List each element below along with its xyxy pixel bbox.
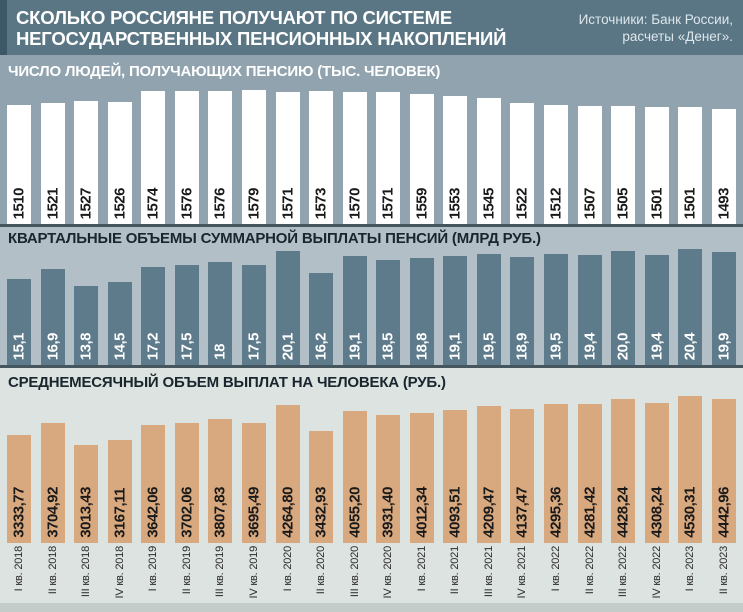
chart-quarterly-payout	[0, 249, 743, 365]
section-people-count	[0, 55, 743, 224]
bar-value-label: 4264,80	[279, 487, 296, 538]
bar	[41, 423, 65, 543]
x-axis-labels	[0, 543, 743, 603]
bar	[276, 92, 300, 224]
bar	[276, 405, 300, 543]
bar	[510, 257, 534, 365]
bar	[544, 404, 568, 543]
bar-value-label: 4530,31	[681, 487, 699, 538]
bar-value-label: 3704,92	[44, 487, 62, 538]
title-accent-bar	[0, 0, 7, 55]
x-axis-cell	[7, 543, 31, 603]
bar-value-label: 19,1	[346, 332, 364, 360]
bar	[410, 94, 434, 224]
page-title-line1: СКОЛЬКО РОССИЯНЕ ПОЛУЧАЮТ ПО СИСТЕМЕ	[16, 6, 453, 28]
bar	[578, 106, 602, 224]
bar	[544, 254, 568, 365]
x-axis-cell	[611, 543, 635, 603]
bar-value-label: 18	[211, 344, 229, 360]
bar-value-label: 4295,36	[547, 487, 565, 538]
bar	[208, 262, 232, 365]
bar-value-label: 20,1	[279, 332, 296, 360]
bar-value-label: 17,5	[178, 332, 196, 360]
x-axis-cell	[108, 543, 132, 603]
bar	[74, 101, 98, 224]
x-axis-cell	[443, 543, 467, 603]
bar-value-label: 15,1	[10, 332, 28, 360]
bar-value-label: 1545	[480, 187, 498, 219]
bar	[108, 102, 132, 224]
bar-value-label: 3807,83	[211, 487, 229, 538]
bar-value-label: 18,5	[379, 332, 397, 360]
x-axis-label: III кв. 2021	[482, 546, 495, 598]
x-axis-label: I кв. 2019	[147, 546, 160, 592]
bar	[343, 92, 367, 224]
bottom-strip	[0, 603, 743, 612]
bar-value-label: 4137,47	[513, 487, 531, 538]
bar	[242, 265, 266, 365]
bar	[712, 109, 736, 224]
bar-value-label: 4308,24	[648, 487, 666, 538]
bar-value-label: 20,0	[614, 332, 632, 360]
page-title	[16, 7, 506, 49]
bar-value-label: 1526	[111, 187, 129, 219]
x-axis-label: III кв. 2019	[214, 546, 227, 598]
bar	[611, 251, 635, 365]
bar-value-label: 19,4	[648, 332, 666, 360]
bar	[410, 258, 434, 365]
bar-value-label: 1576	[178, 187, 196, 219]
bar	[611, 399, 635, 543]
x-axis-cell	[510, 543, 534, 603]
bar	[443, 96, 467, 224]
bar	[578, 255, 602, 365]
bar	[678, 107, 702, 224]
bar-value-label: 16,2	[312, 332, 330, 360]
x-axis-label: II кв. 2020	[315, 546, 328, 595]
bar-value-label: 19,1	[446, 332, 464, 360]
bar	[208, 419, 232, 543]
bar	[645, 403, 669, 543]
bar	[74, 286, 98, 365]
bar-value-label: 1512	[547, 187, 565, 219]
bar-value-label: 18,8	[413, 332, 431, 360]
bar	[678, 396, 702, 543]
bar-value-label: 1501	[648, 187, 666, 219]
bar-value-label: 1521	[44, 187, 62, 219]
source-note	[579, 11, 733, 45]
x-axis-cell	[208, 543, 232, 603]
bar-value-label: 1579	[245, 187, 263, 219]
section-people-title: ЧИСЛО ЛЮДЕЙ, ПОЛУЧАЮЩИХ ПЕНСИЮ (ТЫС. ЧЕЛОВЕК)	[8, 63, 441, 80]
bar	[74, 445, 98, 543]
bar	[41, 103, 65, 224]
bar-value-label: 4442,96	[715, 487, 733, 538]
bar-value-label: 1574	[144, 187, 162, 219]
bar-value-label: 4209,47	[480, 487, 498, 538]
bar-value-label: 4093,51	[446, 487, 464, 538]
x-axis-cell	[376, 543, 400, 603]
x-axis-cell	[242, 543, 266, 603]
section-average-payout	[0, 368, 743, 603]
bar	[477, 406, 501, 543]
chart-people-count	[0, 88, 743, 224]
bar-value-label: 1573	[312, 187, 330, 219]
bar	[376, 92, 400, 224]
bar-value-label: 3333,77	[10, 487, 28, 538]
x-axis-cell	[544, 543, 568, 603]
section-average-title: СРЕДНЕМЕСЯЧНЫЙ ОБЪЕМ ВЫПЛАТ НА ЧЕЛОВЕКА (РУБ.)	[8, 373, 446, 391]
bar	[443, 256, 467, 365]
x-axis-cell	[410, 543, 434, 603]
x-axis-label: II кв. 2022	[583, 546, 596, 595]
bar	[242, 90, 266, 224]
bar	[376, 415, 400, 543]
bar	[141, 267, 165, 365]
bar-value-label: 3642,06	[144, 487, 162, 538]
bar-value-label: 3167,11	[111, 488, 129, 538]
bar	[175, 265, 199, 365]
x-axis-label: III кв. 2020	[348, 546, 361, 598]
bar-value-label: 13,8	[77, 332, 95, 360]
bar	[678, 249, 702, 365]
bar-value-label: 1505	[614, 187, 632, 219]
x-axis-label: II кв. 2023	[717, 546, 730, 595]
bar-value-label: 18,9	[513, 332, 531, 360]
bar	[208, 91, 232, 224]
bar	[712, 252, 736, 365]
x-axis-label: I кв. 2021	[415, 546, 428, 592]
x-axis-label: I кв. 2023	[684, 546, 697, 592]
bar	[309, 273, 333, 365]
bar-value-label: 4055,20	[346, 487, 364, 538]
x-axis-label: II кв. 2019	[180, 546, 193, 595]
x-axis-label: IV кв. 2018	[113, 546, 126, 599]
bar-value-label: 1570	[346, 187, 364, 219]
x-axis-label: IV кв. 2021	[516, 546, 529, 599]
chart-average-payout	[0, 396, 743, 543]
bar-value-label: 1553	[446, 187, 464, 219]
bar	[41, 269, 65, 365]
bar	[309, 431, 333, 543]
bar	[477, 98, 501, 224]
x-axis-cell	[276, 543, 300, 603]
page-title-line2: НЕГОСУДАРСТВЕННЫХ ПЕНСИОННЫХ НАКОПЛЕНИЙ	[16, 27, 507, 49]
bar	[7, 105, 31, 224]
bar	[510, 409, 534, 543]
bar	[712, 399, 736, 543]
bar	[7, 279, 31, 365]
x-axis-label: II кв. 2021	[449, 546, 462, 595]
source-line2: расчеты «Денег».	[622, 28, 733, 44]
bar-value-label: 1559	[413, 187, 431, 219]
bar-value-label: 4012,34	[413, 487, 431, 538]
bar-value-label: 3432,93	[312, 487, 330, 538]
x-axis-cell	[141, 543, 165, 603]
x-axis-label: IV кв. 2020	[382, 546, 395, 599]
bar-value-label: 1510	[10, 187, 28, 219]
bar-value-label: 4428,24	[614, 487, 632, 538]
bar	[242, 423, 266, 543]
x-axis-cell	[578, 543, 602, 603]
bar-value-label: 1522	[513, 187, 531, 219]
bar	[7, 435, 31, 543]
bar-value-label: 19,4	[581, 332, 599, 360]
bar	[376, 260, 400, 365]
bar	[175, 91, 199, 224]
x-axis-label: I кв. 2022	[550, 546, 562, 592]
section-quarterly-title: КВАРТАЛЬНЫЕ ОБЪЕМЫ СУММАРНОЙ ВЫПЛАТЫ ПЕНСИЙ (МЛРД РУБ.)	[8, 229, 541, 247]
x-axis-cell	[343, 543, 367, 603]
bar-value-label: 3695,49	[245, 487, 263, 538]
x-axis-label: IV кв. 2019	[247, 546, 260, 599]
bar-value-label: 3931,40	[379, 487, 397, 538]
x-axis-label: II кв. 2018	[46, 546, 59, 595]
bar-value-label: 14,5	[111, 332, 129, 360]
bar	[645, 107, 669, 224]
bar-value-label: 1527	[77, 187, 95, 219]
bar	[578, 404, 602, 543]
bar-value-label: 1507	[581, 187, 599, 219]
bar-value-label: 1571	[279, 187, 296, 219]
title-band	[0, 0, 743, 55]
bar	[410, 413, 434, 543]
x-axis-cell	[712, 543, 736, 603]
bar	[510, 103, 534, 224]
bar-value-label: 19,5	[480, 332, 498, 360]
bar	[343, 256, 367, 365]
bar-value-label: 20,4	[681, 332, 699, 360]
bar	[544, 105, 568, 224]
bar	[443, 410, 467, 543]
bar	[645, 255, 669, 365]
bar-value-label: 4281,42	[581, 487, 599, 538]
source-line1: Источники: Банк России,	[578, 11, 733, 27]
bar	[108, 440, 132, 543]
bar-value-label: 1493	[715, 187, 733, 219]
bar-value-label: 3013,43	[77, 487, 95, 538]
bar	[611, 106, 635, 224]
x-axis-cell	[678, 543, 702, 603]
x-axis-label: I кв. 2020	[281, 546, 294, 592]
x-axis-label: III кв. 2018	[80, 546, 93, 598]
x-axis-cell	[645, 543, 669, 603]
bar-value-label: 1501	[681, 187, 699, 219]
x-axis-label: IV кв. 2022	[650, 546, 663, 599]
x-axis-cell	[175, 543, 199, 603]
bar-value-label: 1571	[379, 187, 397, 219]
x-axis-cell	[309, 543, 333, 603]
bar-value-label: 19,5	[547, 332, 565, 360]
x-axis-label: I кв. 2018	[13, 546, 25, 592]
bar	[108, 282, 132, 365]
x-axis-cell	[74, 543, 98, 603]
bar-value-label: 16,9	[44, 332, 62, 360]
bar-value-label: 17,2	[144, 332, 162, 360]
x-axis-cell	[477, 543, 501, 603]
bar-value-label: 19,9	[715, 332, 733, 360]
bar-value-label: 1576	[211, 187, 229, 219]
bar	[477, 254, 501, 365]
bar	[343, 411, 367, 543]
bar	[309, 91, 333, 224]
bar	[175, 423, 199, 543]
section-quarterly-payout	[0, 227, 743, 365]
bar	[276, 251, 300, 365]
x-axis-label: III кв. 2022	[617, 546, 630, 598]
x-axis-cell	[41, 543, 65, 603]
bar	[141, 91, 165, 224]
bar	[141, 425, 165, 543]
bar-value-label: 17,5	[245, 332, 263, 360]
bar-value-label: 3702,06	[178, 487, 196, 538]
